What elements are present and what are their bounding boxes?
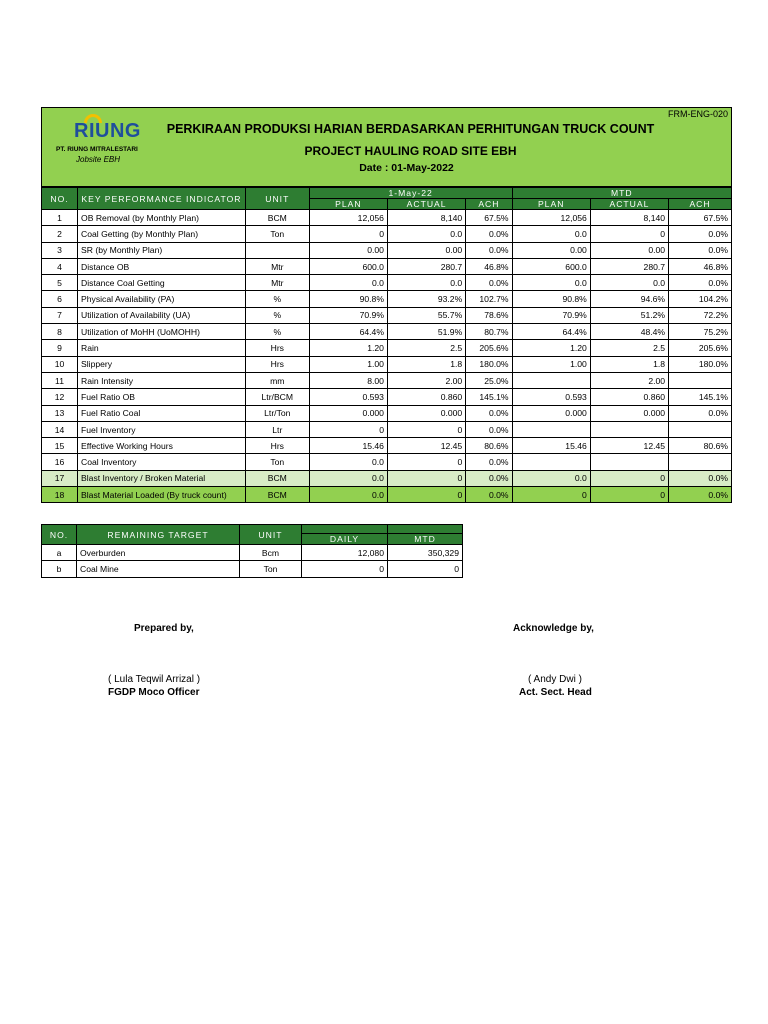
- kpi-name: Distance OB: [78, 258, 246, 274]
- kpi-mtd-ach: 104.2%: [669, 291, 732, 307]
- kpi-mtd-ach: [669, 421, 732, 437]
- kpi-row: [42, 226, 732, 242]
- kpi-unit: Ton: [245, 454, 309, 470]
- kpi-name: Blast Inventory / Broken Material: [78, 470, 246, 486]
- rem-blank-header: [388, 525, 463, 534]
- kpi-mtd-actual: 0: [590, 226, 668, 242]
- kpi-mtd-plan: 0.000: [512, 405, 590, 421]
- report-subtitle: PROJECT HAULING ROAD SITE EBH: [304, 144, 517, 158]
- kpi-daily-ach: 0.0%: [466, 487, 512, 503]
- kpi-mtd-plan: 1.20: [512, 340, 590, 356]
- kpi-mtd-ach: 75.2%: [669, 324, 732, 340]
- kpi-no: 15: [42, 438, 78, 454]
- kpi-unit: Ltr/Ton: [245, 405, 309, 421]
- kpi-row: [42, 438, 732, 454]
- prepared-by-label: Prepared by,: [134, 623, 194, 634]
- kpi-daily-ach: 180.0%: [466, 356, 512, 372]
- kpi-mtd-actual: 0.0: [590, 275, 668, 291]
- form-number: FRM-ENG-020: [667, 109, 728, 119]
- rem-unit: Ton: [240, 561, 302, 577]
- kpi-daily-plan: 600.0: [309, 258, 387, 274]
- acknowledge-by-title: Act. Sect. Head: [519, 687, 592, 698]
- kpi-row: [42, 291, 732, 307]
- kpi-daily-plan: 70.9%: [309, 307, 387, 323]
- kpi-daily-plan: 0.0: [309, 470, 387, 486]
- kpi-mtd-actual: 1.8: [590, 356, 668, 372]
- kpi-unit: Hrs: [245, 438, 309, 454]
- daily-actual-header: ACTUAL: [387, 199, 465, 210]
- kpi-unit: BCM: [245, 210, 309, 226]
- kpi-daily-plan: 0: [309, 226, 387, 242]
- kpi-mtd-ach: 0.0%: [669, 405, 732, 421]
- rem-mtd-header: MTD: [388, 534, 463, 545]
- kpi-daily-plan: 0.0: [309, 275, 387, 291]
- kpi-unit: Ltr: [245, 421, 309, 437]
- acknowledge-by-name: ( Andy Dwi ): [528, 674, 582, 685]
- kpi-name: OB Removal (by Monthly Plan): [78, 210, 246, 226]
- kpi-name: Fuel Ratio Coal: [78, 405, 246, 421]
- kpi-daily-actual: 0.0: [387, 226, 465, 242]
- kpi-row: [42, 340, 732, 356]
- kpi-mtd-ach: 67.5%: [669, 210, 732, 226]
- kpi-no: 14: [42, 421, 78, 437]
- kpi-mtd-plan: 1.00: [512, 356, 590, 372]
- prepared-by-title: FGDP Moco Officer: [108, 687, 200, 698]
- kpi-daily-ach: 0.0%: [466, 405, 512, 421]
- kpi-no: 12: [42, 389, 78, 405]
- kpi-daily-plan: 90.8%: [309, 291, 387, 307]
- kpi-daily-plan: 0.0: [309, 487, 387, 503]
- kpi-unit: BCM: [245, 487, 309, 503]
- company-logo: RIUNG: [74, 120, 141, 142]
- kpi-daily-ach: 0.0%: [466, 242, 512, 258]
- kpi-daily-ach: 145.1%: [466, 389, 512, 405]
- kpi-mtd-plan: [512, 454, 590, 470]
- kpi-mtd-ach: [669, 454, 732, 470]
- kpi-mtd-ach: 72.2%: [669, 307, 732, 323]
- kpi-mtd-ach: 80.6%: [669, 438, 732, 454]
- kpi-name: Physical Availability (PA): [78, 291, 246, 307]
- company-name: PT. RIUNG MITRALESTARI: [56, 146, 138, 153]
- remaining-target-table: [41, 524, 463, 578]
- daily-group-header: 1-May-22: [309, 188, 512, 199]
- kpi-unit: %: [245, 291, 309, 307]
- kpi-row: [42, 242, 732, 258]
- kpi-mtd-ach: 0.0%: [669, 226, 732, 242]
- kpi-daily-ach: 0.0%: [466, 226, 512, 242]
- kpi-daily-plan: 15.46: [309, 438, 387, 454]
- kpi-table: [41, 187, 732, 503]
- kpi-mtd-ach: 180.0%: [669, 356, 732, 372]
- kpi-name: Effective Working Hours: [78, 438, 246, 454]
- mtd-plan-header: PLAN: [512, 199, 590, 210]
- kpi-daily-ach: 0.0%: [466, 470, 512, 486]
- jobsite-label: Jobsite EBH: [76, 155, 121, 164]
- kpi-no: 1: [42, 210, 78, 226]
- kpi-mtd-actual: [590, 454, 668, 470]
- kpi-no: 7: [42, 307, 78, 323]
- kpi-row: [42, 454, 732, 470]
- kpi-daily-actual: 8,140: [387, 210, 465, 226]
- kpi-daily-plan: 1.20: [309, 340, 387, 356]
- remaining-row: [42, 561, 463, 577]
- kpi-no: 13: [42, 405, 78, 421]
- kpi-no: 5: [42, 275, 78, 291]
- rem-no: a: [42, 545, 77, 561]
- kpi-daily-actual: 0.00: [387, 242, 465, 258]
- kpi-name: Blast Material Loaded (By truck count): [78, 487, 246, 503]
- kpi-mtd-ach: 0.0%: [669, 487, 732, 503]
- kpi-no: 11: [42, 372, 78, 388]
- kpi-row: [42, 307, 732, 323]
- kpi-mtd-ach: 205.6%: [669, 340, 732, 356]
- daily-ach-header: ACH: [466, 199, 512, 210]
- kpi-mtd-ach: 0.0%: [669, 242, 732, 258]
- kpi-daily-ach: 67.5%: [466, 210, 512, 226]
- kpi-mtd-plan: 0.0: [512, 470, 590, 486]
- kpi-name: Rain Intensity: [78, 372, 246, 388]
- kpi-daily-plan: 0: [309, 421, 387, 437]
- kpi-daily-plan: 8.00: [309, 372, 387, 388]
- kpi-mtd-plan: 0.00: [512, 242, 590, 258]
- kpi-daily-ach: 205.6%: [466, 340, 512, 356]
- kpi-daily-ach: 46.8%: [466, 258, 512, 274]
- kpi-mtd-actual: 280.7: [590, 258, 668, 274]
- kpi-daily-actual: 55.7%: [387, 307, 465, 323]
- kpi-name: Coal Getting (by Monthly Plan): [78, 226, 246, 242]
- col-unit-header: UNIT: [245, 188, 309, 210]
- kpi-mtd-actual: 48.4%: [590, 324, 668, 340]
- kpi-mtd-actual: 94.6%: [590, 291, 668, 307]
- kpi-name: Rain: [78, 340, 246, 356]
- kpi-daily-ach: 80.7%: [466, 324, 512, 340]
- kpi-daily-actual: 93.2%: [387, 291, 465, 307]
- kpi-name: Utilization of MoHH (UoMOHH): [78, 324, 246, 340]
- rem-mtd: 0: [388, 561, 463, 577]
- kpi-daily-actual: 12.45: [387, 438, 465, 454]
- kpi-row: [42, 210, 732, 226]
- kpi-row: [42, 356, 732, 372]
- kpi-daily-ach: 0.0%: [466, 454, 512, 470]
- kpi-name: SR (by Monthly Plan): [78, 242, 246, 258]
- kpi-mtd-actual: 12.45: [590, 438, 668, 454]
- kpi-mtd-plan: 0: [512, 487, 590, 503]
- kpi-daily-plan: 0.0: [309, 454, 387, 470]
- prepared-by-name: ( Lula Teqwil Arrizal ): [108, 674, 201, 685]
- kpi-unit: Hrs: [245, 356, 309, 372]
- col-indicator-header: KEY PERFORMANCE INDICATOR: [78, 188, 246, 210]
- kpi-name: Fuel Ratio OB: [78, 389, 246, 405]
- kpi-mtd-plan: 0.0: [512, 226, 590, 242]
- kpi-daily-plan: 0.00: [309, 242, 387, 258]
- kpi-daily-actual: 51.9%: [387, 324, 465, 340]
- kpi-mtd-actual: 0: [590, 470, 668, 486]
- kpi-daily-ach: 102.7%: [466, 291, 512, 307]
- kpi-mtd-plan: 90.8%: [512, 291, 590, 307]
- kpi-mtd-plan: 70.9%: [512, 307, 590, 323]
- kpi-mtd-ach: 0.0%: [669, 275, 732, 291]
- kpi-daily-ach: 25.0%: [466, 372, 512, 388]
- kpi-no: 2: [42, 226, 78, 242]
- kpi-mtd-plan: 12,056: [512, 210, 590, 226]
- kpi-row: [42, 389, 732, 405]
- kpi-daily-plan: 1.00: [309, 356, 387, 372]
- kpi-unit: BCM: [245, 470, 309, 486]
- kpi-daily-ach: 80.6%: [466, 438, 512, 454]
- rem-col-no-header: NO.: [42, 525, 77, 545]
- kpi-row: [42, 258, 732, 274]
- kpi-daily-plan: 0.593: [309, 389, 387, 405]
- kpi-name: Distance Coal Getting: [78, 275, 246, 291]
- kpi-mtd-actual: 0: [590, 487, 668, 503]
- rem-daily-header: DAILY: [302, 534, 388, 545]
- mtd-ach-header: ACH: [669, 199, 732, 210]
- kpi-name: Coal Inventory: [78, 454, 246, 470]
- kpi-row: [42, 421, 732, 437]
- report-date: Date : 01-May-2022: [359, 162, 454, 174]
- rem-name: Coal Mine: [77, 561, 240, 577]
- kpi-daily-actual: 280.7: [387, 258, 465, 274]
- kpi-daily-actual: 0: [387, 470, 465, 486]
- kpi-daily-actual: 2.5: [387, 340, 465, 356]
- kpi-mtd-ach: [669, 372, 732, 388]
- kpi-row: [42, 487, 732, 503]
- kpi-unit: Ltr/BCM: [245, 389, 309, 405]
- mtd-actual-header: ACTUAL: [590, 199, 668, 210]
- kpi-no: 18: [42, 487, 78, 503]
- kpi-unit: Mtr: [245, 258, 309, 274]
- kpi-name: Slippery: [78, 356, 246, 372]
- remaining-row: [42, 545, 463, 561]
- kpi-mtd-plan: 15.46: [512, 438, 590, 454]
- kpi-unit: Mtr: [245, 275, 309, 291]
- daily-plan-header: PLAN: [309, 199, 387, 210]
- kpi-unit: %: [245, 324, 309, 340]
- rem-col-target-header: REMAINING TARGET: [77, 525, 240, 545]
- kpi-mtd-actual: [590, 421, 668, 437]
- kpi-row: [42, 275, 732, 291]
- kpi-unit: %: [245, 307, 309, 323]
- kpi-daily-ach: 0.0%: [466, 421, 512, 437]
- kpi-name: Utilization of Availability (UA): [78, 307, 246, 323]
- kpi-daily-ach: 78.6%: [466, 307, 512, 323]
- col-no-header: NO.: [42, 188, 78, 210]
- kpi-mtd-plan: 0.0: [512, 275, 590, 291]
- kpi-unit: Hrs: [245, 340, 309, 356]
- kpi-no: 4: [42, 258, 78, 274]
- kpi-name: Fuel Inventory: [78, 421, 246, 437]
- kpi-mtd-ach: 0.0%: [669, 470, 732, 486]
- rem-daily: 0: [302, 561, 388, 577]
- kpi-no: 3: [42, 242, 78, 258]
- mtd-group-header: MTD: [512, 188, 731, 199]
- kpi-no: 9: [42, 340, 78, 356]
- kpi-daily-actual: 1.8: [387, 356, 465, 372]
- kpi-mtd-plan: [512, 421, 590, 437]
- rem-no: b: [42, 561, 77, 577]
- kpi-daily-actual: 0.860: [387, 389, 465, 405]
- kpi-no: 17: [42, 470, 78, 486]
- kpi-daily-actual: 0: [387, 454, 465, 470]
- rem-unit: Bcm: [240, 545, 302, 561]
- kpi-row: [42, 372, 732, 388]
- kpi-daily-actual: 0.0: [387, 275, 465, 291]
- kpi-mtd-actual: 0.00: [590, 242, 668, 258]
- rem-mtd: 350,329: [388, 545, 463, 561]
- kpi-mtd-plan: 0.593: [512, 389, 590, 405]
- kpi-mtd-actual: 0.860: [590, 389, 668, 405]
- kpi-no: 16: [42, 454, 78, 470]
- kpi-mtd-actual: 8,140: [590, 210, 668, 226]
- kpi-mtd-actual: 0.000: [590, 405, 668, 421]
- kpi-no: 10: [42, 356, 78, 372]
- rem-col-unit-header: UNIT: [240, 525, 302, 545]
- rem-name: Overburden: [77, 545, 240, 561]
- kpi-daily-actual: 0: [387, 487, 465, 503]
- kpi-daily-actual: 0.000: [387, 405, 465, 421]
- kpi-mtd-ach: 145.1%: [669, 389, 732, 405]
- kpi-daily-plan: 12,056: [309, 210, 387, 226]
- kpi-no: 6: [42, 291, 78, 307]
- kpi-daily-actual: 2.00: [387, 372, 465, 388]
- kpi-unit: mm: [245, 372, 309, 388]
- acknowledge-by-label: Acknowledge by,: [513, 623, 594, 634]
- kpi-mtd-actual: 2.00: [590, 372, 668, 388]
- kpi-mtd-plan: 64.4%: [512, 324, 590, 340]
- kpi-no: 8: [42, 324, 78, 340]
- kpi-unit: [245, 242, 309, 258]
- rem-daily: 12,080: [302, 545, 388, 561]
- kpi-row: [42, 405, 732, 421]
- kpi-mtd-plan: [512, 372, 590, 388]
- report-title: PERKIRAAN PRODUKSI HARIAN BERDASARKAN PERHITUNGAN TRUCK COUNT: [166, 122, 655, 136]
- report-header: [41, 107, 732, 187]
- kpi-daily-plan: 0.000: [309, 405, 387, 421]
- kpi-unit: Ton: [245, 226, 309, 242]
- kpi-daily-plan: 64.4%: [309, 324, 387, 340]
- kpi-mtd-ach: 46.8%: [669, 258, 732, 274]
- kpi-mtd-actual: 51.2%: [590, 307, 668, 323]
- kpi-row: [42, 324, 732, 340]
- kpi-row: [42, 470, 732, 486]
- rem-blank-header: [302, 525, 388, 534]
- kpi-mtd-plan: 600.0: [512, 258, 590, 274]
- kpi-mtd-actual: 2.5: [590, 340, 668, 356]
- kpi-daily-actual: 0: [387, 421, 465, 437]
- kpi-daily-ach: 0.0%: [466, 275, 512, 291]
